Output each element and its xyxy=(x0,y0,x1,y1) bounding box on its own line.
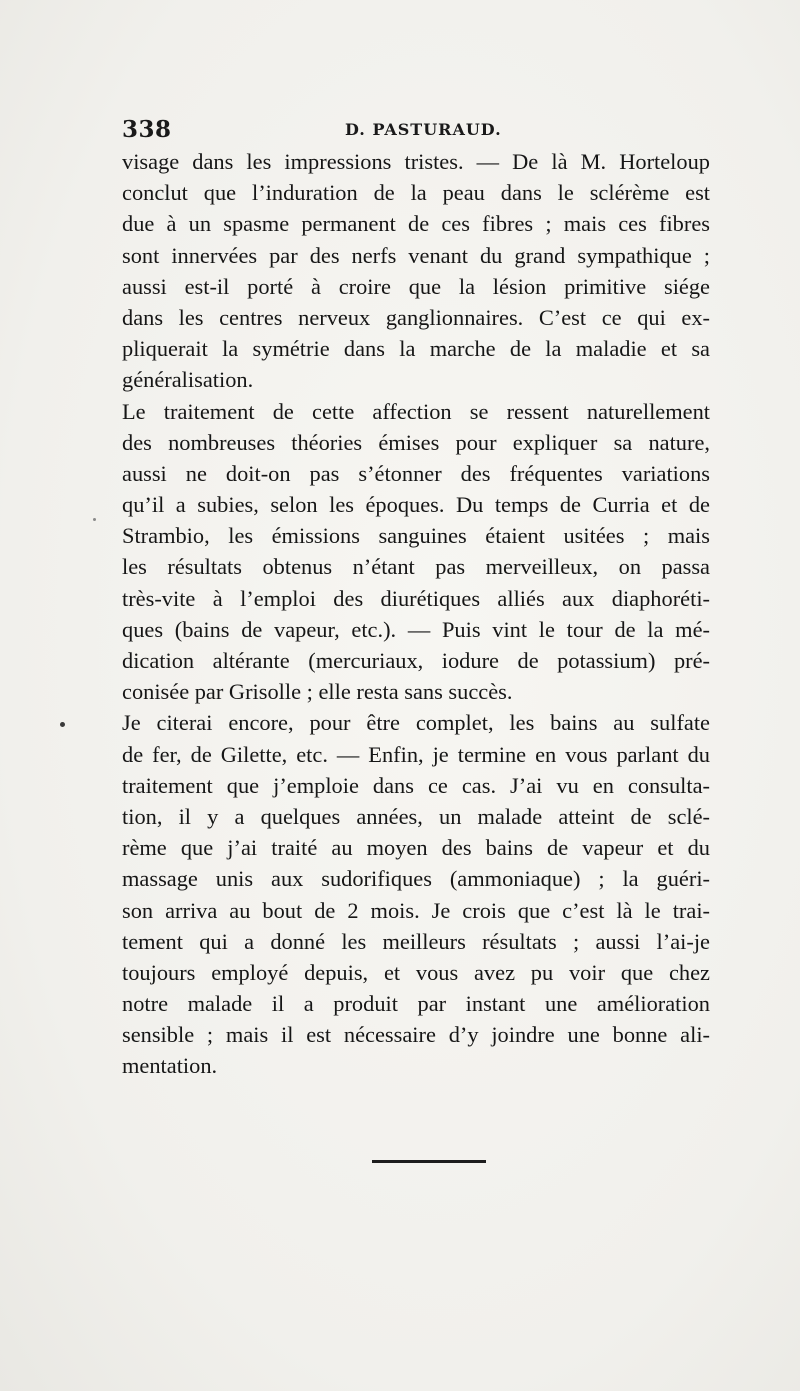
text-line: tion, il y a quelques années, un malade atteint de sclé- xyxy=(122,803,710,829)
page-header xyxy=(122,116,710,146)
text-line: massage unis aux sudorifiques (ammoniaque) ; la guéri- xyxy=(122,866,710,892)
text-line: due à un spasme permanent de ces fibres ; mais ces fibres xyxy=(122,211,710,237)
text-line: conisée par Grisolle ; elle resta sans succès. xyxy=(122,679,513,705)
ink-speck xyxy=(93,518,96,521)
text-line: très-vite à l’emploi des diurétiques alliés aux diaphoréti- xyxy=(122,585,710,611)
text-line: pliquerait la symétrie dans la marche de la maladie et sa xyxy=(122,336,710,362)
text-line: rème que j’ai traité au moyen des bains de vapeur et du xyxy=(122,835,710,861)
body-text xyxy=(122,146,710,1082)
text-line: aussi ne doit-on pas s’étonner des fréquentes variations xyxy=(122,460,710,486)
text-line: qu’il a subies, selon les époques. Du temps de Curria et de xyxy=(122,492,710,518)
text-line: visage dans les impressions tristes. — De là M. Horteloup xyxy=(122,149,710,174)
text-line: ques (bains de vapeur, etc.). — Puis vint le tour de la mé- xyxy=(122,616,710,642)
section-end-rule xyxy=(372,1160,486,1163)
ink-speck xyxy=(60,722,65,727)
text-line: les résultats obtenus n’étant pas merveilleux, on passa xyxy=(122,554,710,580)
text-line: tement qui a donné les meilleurs résultats ; aussi l’ai-je xyxy=(122,928,710,954)
text-line: dication altérante (mercuriaux, iodure de potassium) pré- xyxy=(122,648,710,673)
text-line: mentation. xyxy=(122,1053,218,1079)
text-line: de fer, de Gilette, etc. — Enfin, je termine en vous parlant du xyxy=(122,741,710,767)
text-line: Strambio, les émissions sanguines étaient usitées ; mais xyxy=(122,523,710,549)
page-number: 338 xyxy=(122,116,172,143)
text-line: Je citerai encore, pour être complet, les bains au sulfate xyxy=(122,710,710,736)
text-line: aussi est-il porté à croire que la lésion primitive siége xyxy=(122,273,710,299)
running-head: D. PASTURAUD. xyxy=(345,120,502,139)
text-line: notre malade il a produit par instant une amélioration xyxy=(122,991,710,1017)
text-line: traitement que j’emploie dans ce cas. J’ai vu en consulta- xyxy=(122,772,710,798)
text-line: dans les centres nerveux ganglionnaires. C’est ce qui ex- xyxy=(122,304,710,330)
text-line: conclut que l’induration de la peau dans le sclérème est xyxy=(122,180,710,206)
text-line: des nombreuses théories émises pour expliquer sa nature, xyxy=(122,429,710,455)
text-line: Le traitement de cette affection se ressent naturellement xyxy=(122,398,710,424)
text-line: son arriva au bout de 2 mois. Je crois que c’est là le trai- xyxy=(122,897,710,923)
text-line: sensible ; mais il est nécessaire d’y joindre une bonne ali- xyxy=(122,1022,710,1048)
text-line: sont innervées par des nerfs venant du grand sympathique ; xyxy=(122,242,710,268)
text-line: généralisation. xyxy=(122,367,254,393)
text-line: toujours employé depuis, et vous avez pu voir que chez xyxy=(122,959,710,985)
